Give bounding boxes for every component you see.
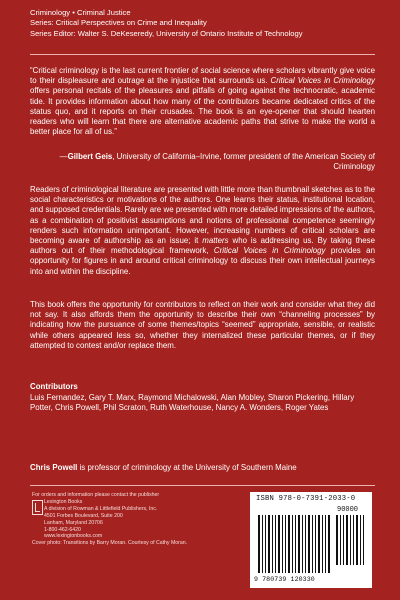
quote-text-end: offers personal recitals of the pleasures and pitfalls of going against the technocratic, academic tide. It provides information about how many of the contributors became dedicated critics of the status quo, and it reports on their crusades. The book is an eye-opener that should hearten readers who will learn that there are alternative academic paths that strive to make the world a better place for all of us.” (30, 86, 375, 137)
barcode-box (250, 492, 372, 588)
barcode-bar (340, 515, 341, 565)
barcode-bar (318, 515, 320, 573)
top-divider (30, 54, 375, 55)
author-bio-text: is professor of criminology at the University of Southern Maine (77, 463, 297, 472)
description-paragraph-1 (30, 185, 375, 277)
publisher-division: A division of Rowman & Littlefield Publishers, Inc. (44, 505, 158, 512)
publisher-website: www.lexingtonbooks.com (44, 533, 103, 540)
barcode-bar (308, 515, 310, 573)
barcode-bar (295, 515, 296, 573)
publisher-contact-line: For orders and information please contact the publisher (32, 492, 160, 498)
description-paragraph-2: This book offers the opportunity for contributors to reflect on their work and consider what they did not say. It also affords them the opportunity to describe their own “channeling processes” by indicating how the pursuance of some themes/topics “seemed” appropriate, sensible, or realistic while others appeared less so, whether they internalized these particular themes, or if they attempted to contest and/or replace them. (30, 300, 375, 350)
bottom-divider (30, 485, 375, 486)
barcode-bar (312, 515, 313, 573)
barcode-bar (305, 515, 306, 573)
barcode-bar (262, 515, 263, 573)
series-header (30, 8, 375, 39)
barcode-bar (282, 515, 283, 573)
barcode-bar (288, 515, 290, 573)
barcode-bar (298, 515, 300, 573)
barcode-bar (258, 515, 260, 573)
barcode-number: 9 780739 120330 (254, 576, 315, 583)
barcode-bar (278, 515, 280, 573)
barcode-bar (302, 515, 303, 573)
endorsement-attribution (30, 152, 375, 172)
para1-book-title: Critical Voices in Criminology (213, 246, 326, 256)
barcode-bar (328, 515, 330, 573)
para1-text-b: who is addressing us. By taking these authors out of their methodological framework, (30, 236, 375, 256)
endorser-affiliation: , University of California–Irvine, former president of the American Society of Criminology (112, 152, 375, 172)
barcode-bar (272, 515, 273, 573)
price-code: 90000 (337, 506, 359, 514)
endorsement-quote (30, 66, 375, 137)
publisher-logo-icon (32, 500, 43, 515)
quote-text-start: “Critical criminology is the last current frontier of social science where scholars vibrantly give voice to their displeasure and outrage at the injustice that surrounds us. (30, 66, 375, 86)
barcode-bar (292, 515, 293, 573)
barcode-bar (336, 515, 338, 565)
contributors-list: Luis Fernandez, Gary T. Marx, Raymond Michalowski, Alan Mobley, Sharon Pickering, Hillary Potter, Chris Powell, Phil Scraton, Ruth Waterhouse, Nancy A. Wonders, Roger Yates (30, 393, 355, 413)
barcode-bar (265, 515, 266, 573)
isbn-label: ISBN 978-0-7391-2033-0 (256, 495, 356, 503)
publisher-address-2: Lanham, Maryland 20706 (44, 519, 103, 526)
price-barcode-icon (336, 515, 366, 565)
quote-book-title: Critical Voices in Criminology (270, 76, 375, 86)
publisher-address-1: 4501 Forbes Boulevard, Suite 200 (44, 512, 123, 519)
ean-barcode-icon (258, 515, 332, 573)
barcode-bar (315, 515, 316, 573)
series-editor-line: Series Editor: Walter S. DeKeseredy, University of Ontario Institute of Technology (30, 28, 303, 38)
endorser-name: Gilbert Geis (67, 152, 113, 161)
para1-text-c: provides an opportunity for figures in and around critical criminology to discuss their own intellectual journeys into and within the discipline. (30, 246, 375, 276)
barcode-bar (275, 515, 276, 573)
barcode-bar (346, 515, 348, 565)
barcode-bar (350, 515, 351, 565)
subject-line: Criminology • Criminal Justice (30, 8, 131, 17)
barcode-bar (322, 515, 323, 573)
publisher-name: Lexington Books (44, 498, 83, 505)
author-bio (30, 463, 375, 473)
publisher-info (32, 492, 212, 547)
author-name: Chris Powell (30, 463, 78, 472)
para1-emphasis: matters (202, 236, 229, 246)
contributors-heading: Contributors (30, 382, 78, 391)
barcode-bar (343, 515, 344, 565)
cover-photo-credit: Cover photo: Transitions by Barry Moran. Courtesy of Cathy Moran. (32, 540, 188, 547)
para1-text-a: Readers of criminological literature are presented with little more than thumbnail sketches as to the social characteristics or motivations of the authors. One learns their status, institutional location, and supposed credentials. Rarely are we presented with more detailed impressions of the authors, as a combination of positivist assumptions and notions of professional competence seemingly renders such information unimportant. However, increasing numbers of critical scholars are becoming aware of authorship as an issue; it (30, 185, 375, 246)
barcode-bar (325, 515, 326, 573)
barcode-bar (360, 515, 361, 565)
barcode-bar (268, 515, 270, 573)
publisher-phone: 1-800-462-6420 (44, 526, 81, 533)
barcode-bar (353, 515, 354, 565)
barcode-bar (285, 515, 286, 573)
barcode-bar (356, 515, 358, 565)
attrib-dash: — (59, 152, 68, 161)
series-line: Series: Critical Perspectives on Crime and Inequality (30, 18, 207, 28)
barcode-bar (363, 515, 364, 565)
